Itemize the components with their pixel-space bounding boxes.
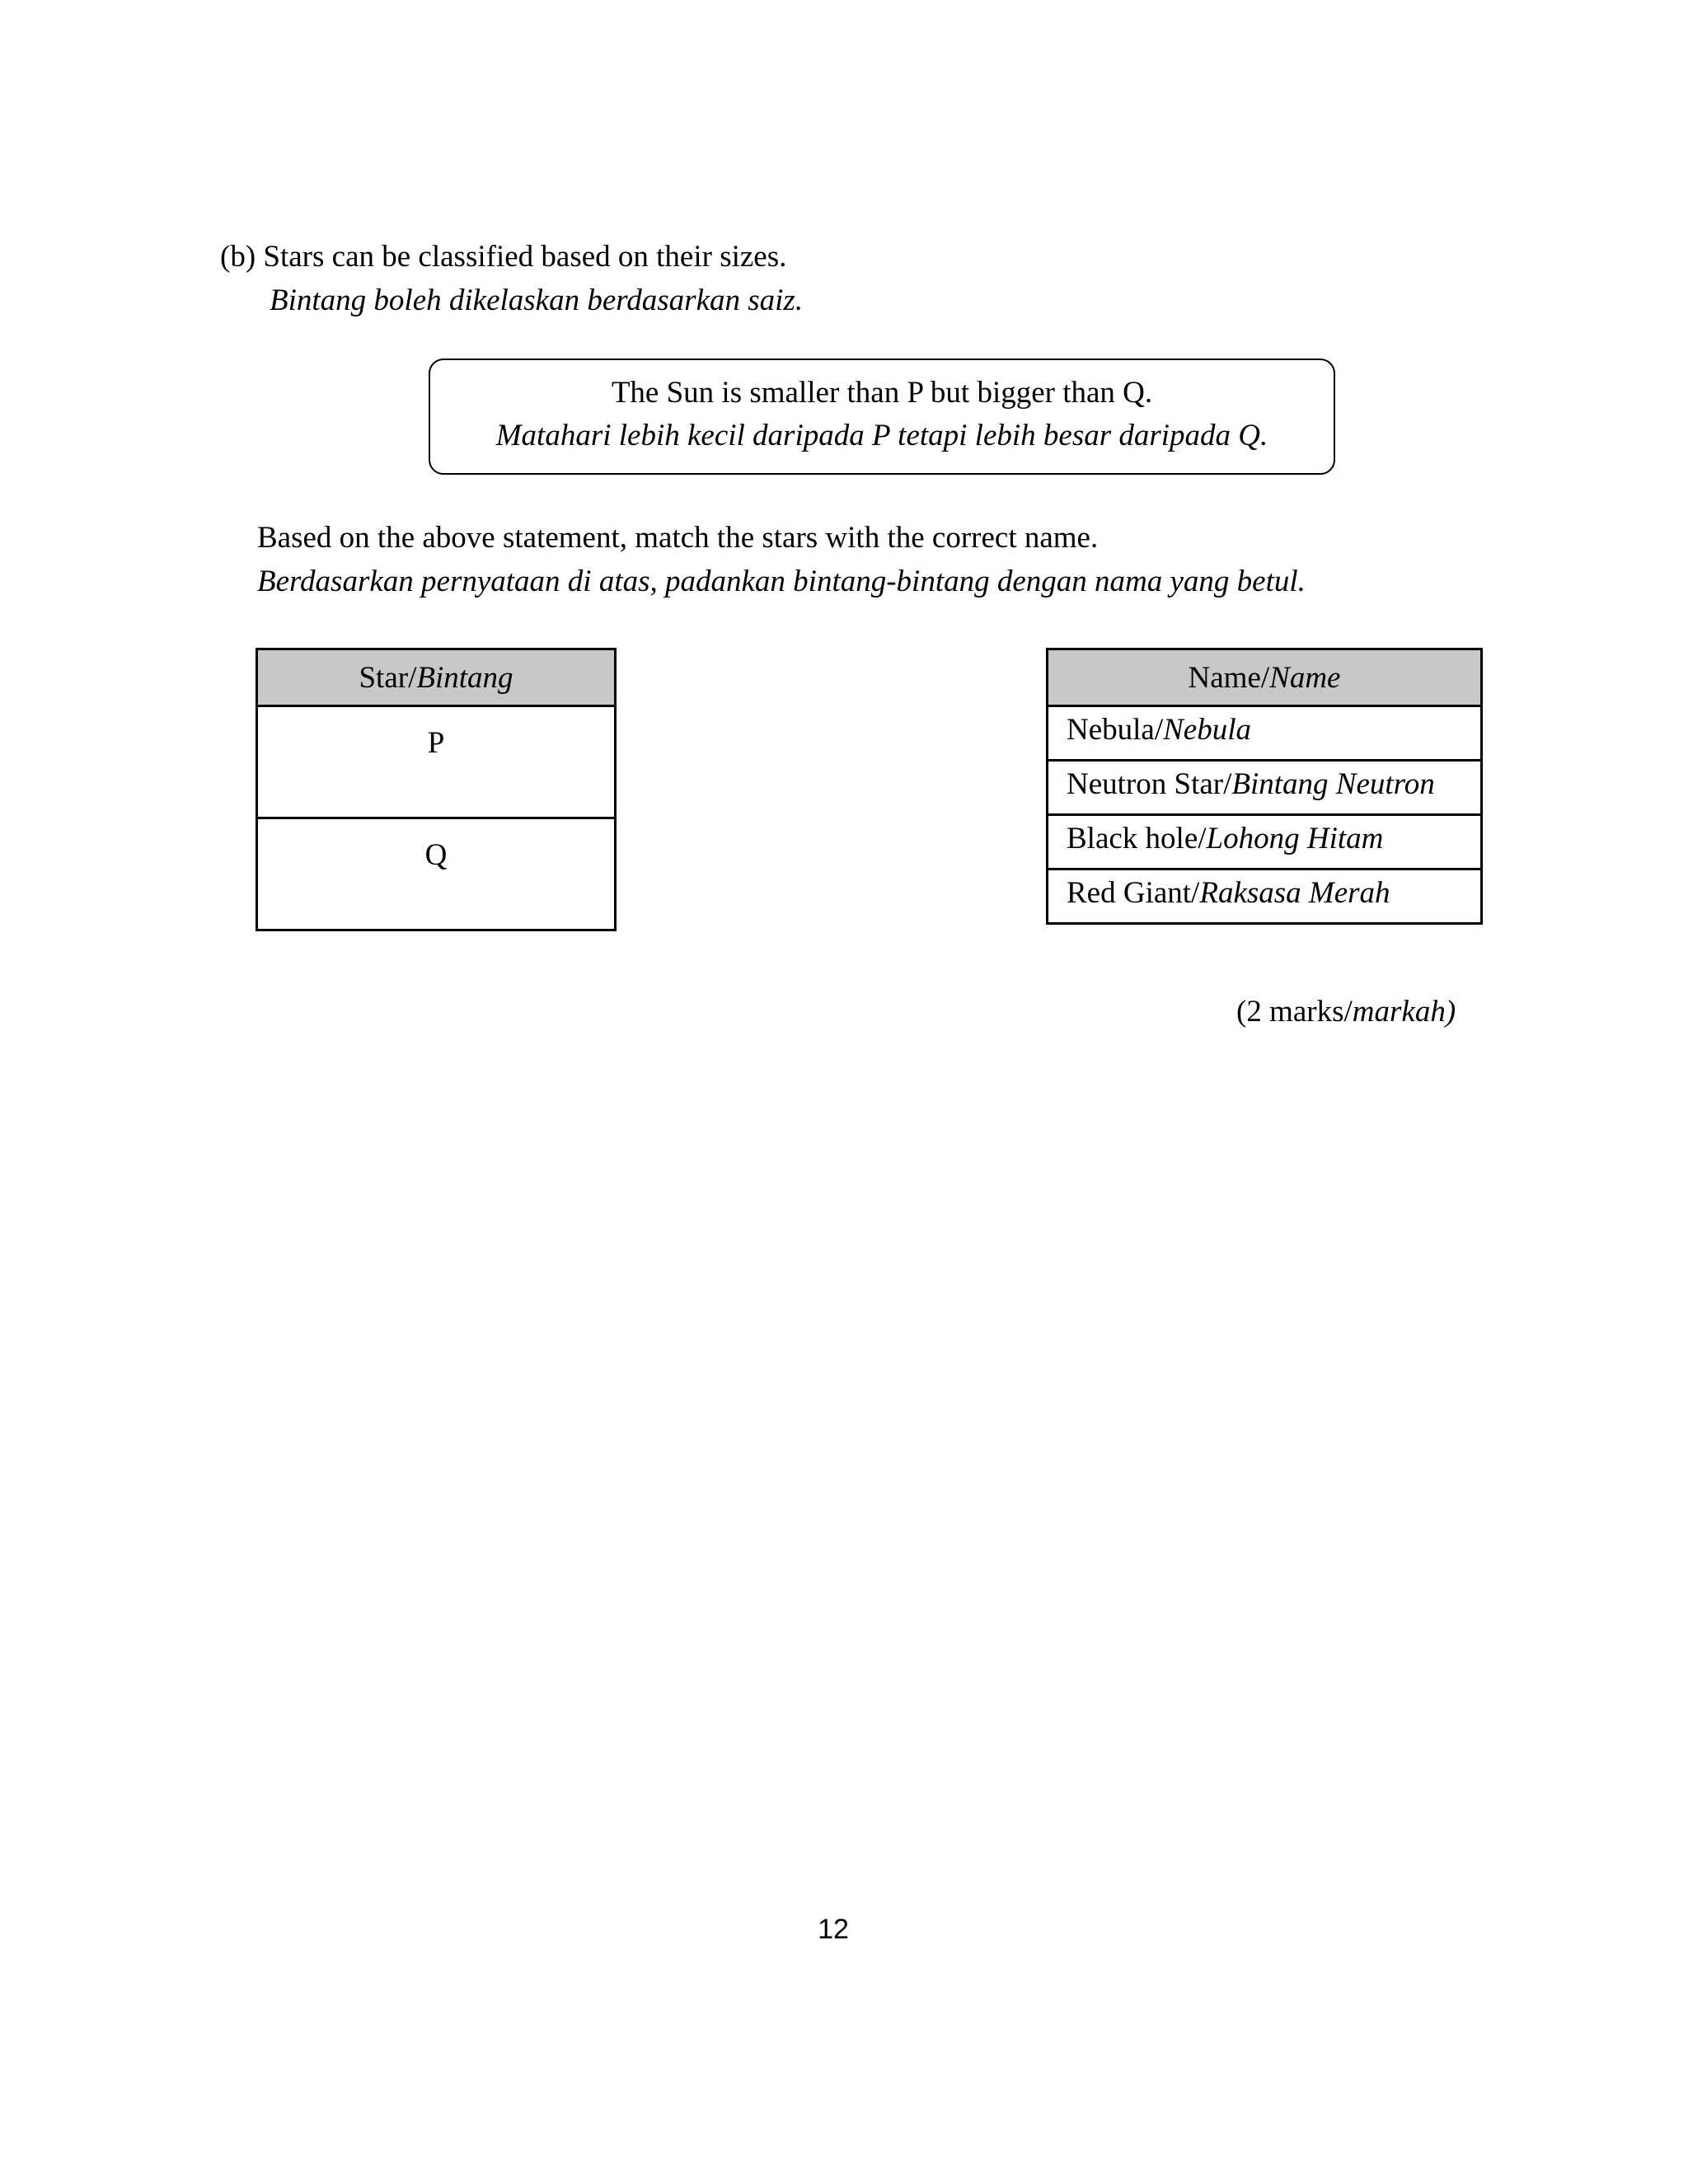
name-en: Red Giant/: [1067, 876, 1200, 910]
table-row: [1048, 761, 1482, 815]
name-header-ms: Name: [1269, 660, 1341, 695]
marks-ms: markah): [1352, 995, 1456, 1029]
star-header-ms: Bintang: [416, 660, 513, 695]
table-row: [257, 818, 616, 930]
name-ms: Lohong Hitam: [1206, 822, 1384, 855]
name-ms: Nebula: [1163, 713, 1252, 747]
table-row: [1048, 815, 1482, 869]
instruction-text-en: Based on the above statement, match the stars with the correct name.: [257, 521, 1099, 555]
star-cell-p[interactable]: P: [257, 706, 616, 818]
name-en: Black hole/: [1067, 822, 1207, 855]
table-row: [1048, 869, 1482, 924]
name-ms: Raksasa Merah: [1199, 876, 1390, 910]
star-cell-q[interactable]: Q: [257, 818, 616, 930]
question-text-en: [220, 239, 786, 275]
page-number: 12: [818, 1914, 849, 1945]
star-table-header: [257, 649, 616, 706]
name-cell-neutron-star[interactable]: [1048, 761, 1482, 815]
name-header-en: Name/: [1188, 660, 1270, 695]
name-table: [1046, 648, 1483, 925]
statement-text-en: The Sun is smaller than P but bigger than Q.: [611, 376, 1153, 410]
star-table-header-row: [257, 649, 616, 706]
question-text-ms: Bintang boleh dikelaskan berdasarkan saiz.: [270, 284, 804, 317]
name-cell-black-hole[interactable]: [1048, 815, 1482, 869]
name-en: Nebula/: [1067, 713, 1164, 747]
instruction-text-ms: Berdasarkan pernyataan di atas, padankan bintang-bintang dengan nama yang betul.: [257, 565, 1306, 598]
name-ms: Bintang Neutron: [1231, 767, 1435, 801]
name-en: Neutron Star/: [1067, 767, 1232, 801]
marks-label: [1236, 994, 1456, 1030]
table-row: [1048, 706, 1482, 761]
statement-box: [429, 359, 1335, 475]
name-cell-nebula[interactable]: [1048, 706, 1482, 761]
question-label: (b): [220, 240, 256, 274]
marks-en: (2 marks/: [1236, 995, 1353, 1029]
star-header-en: Star/: [359, 660, 417, 695]
statement-text-ms: Matahari lebih kecil daripada P tetapi lebih besar daripada Q.: [495, 419, 1268, 452]
star-table: [256, 648, 617, 931]
table-row: [257, 706, 616, 818]
question-statement: Stars can be classified based on their sizes.: [263, 240, 787, 274]
name-cell-red-giant[interactable]: [1048, 869, 1482, 924]
name-table-header-row: [1048, 649, 1482, 706]
name-table-header: [1048, 649, 1482, 706]
